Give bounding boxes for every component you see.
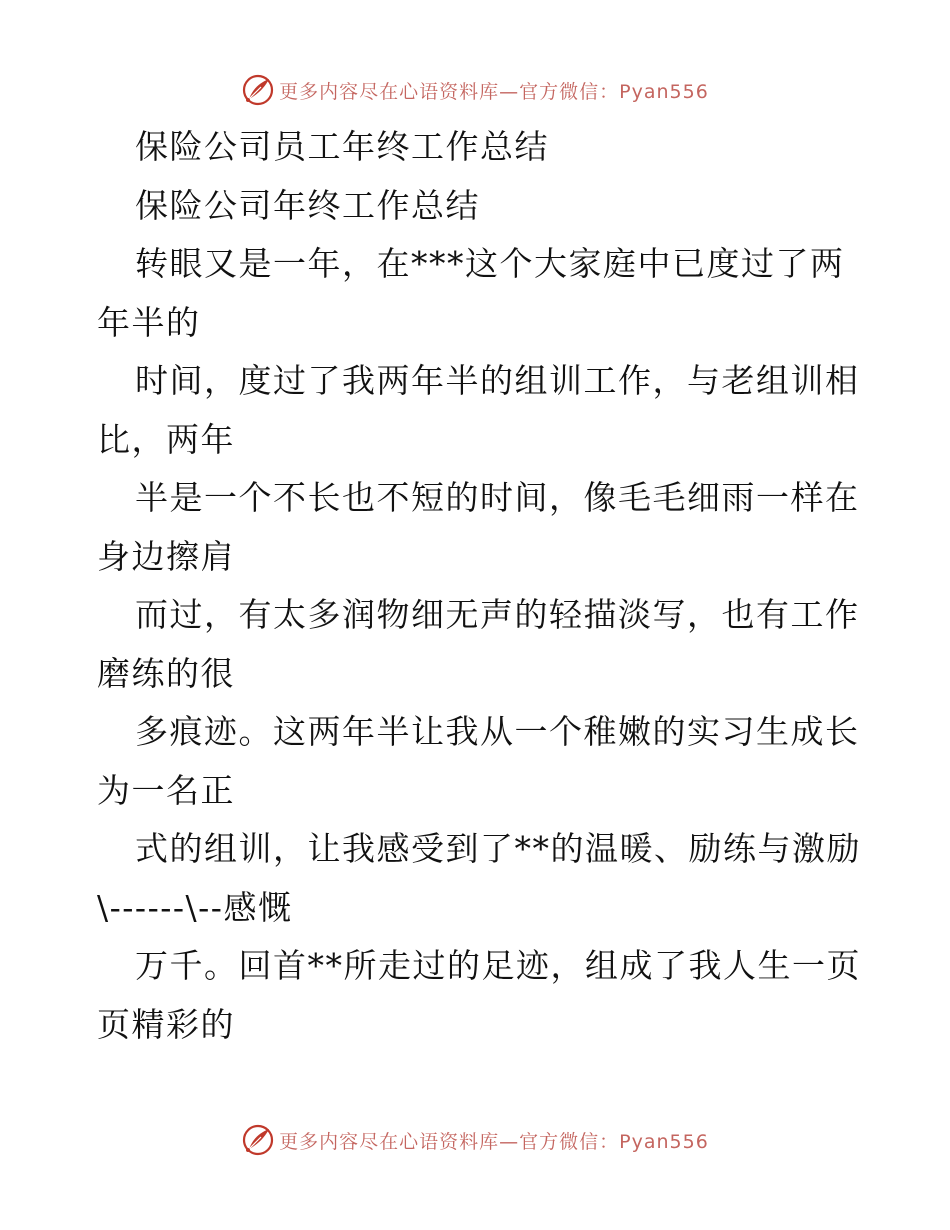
feather-pen-logo-icon <box>241 73 275 107</box>
text-line: 页精彩的 <box>97 1004 235 1044</box>
text-line: 年半的 <box>97 302 201 342</box>
header-banner <box>0 70 950 110</box>
doc-title: 保险公司员工年终工作总结 <box>135 127 549 166</box>
text-line: 而过，有太多润物细无声的轻描淡写，也有工作 <box>135 595 860 634</box>
text-line: 身边擦肩 <box>97 536 235 576</box>
text-line: 磨练的很 <box>97 653 235 693</box>
feather-pen-logo-icon <box>241 1123 275 1157</box>
text-line: 比，两年 <box>97 419 235 459</box>
text-line: 半是一个不长也不短的时间，像毛毛细雨一样在 <box>135 478 860 517</box>
doc-subtitle: 保险公司年终工作总结 <box>135 185 480 225</box>
text-line: 转眼又是一年，在***这个大家庭中已度过了两 <box>135 244 845 283</box>
footer-banner <box>0 1120 950 1160</box>
text-line: 多痕迹。这两年半让我从一个稚嫩的实习生成长 <box>135 712 860 751</box>
text-line: 万千。回首**所走过的足迹，组成了我人生一页 <box>135 946 861 985</box>
text-line: \------\--感慨 <box>97 887 293 927</box>
footer-banner-text: 更多内容尽在心语资料库—官方微信：Pyan556 <box>279 1130 709 1153</box>
document-body <box>97 118 861 1054</box>
text-line: 时间，度过了我两年半的组训工作，与老组训相 <box>135 361 860 400</box>
header-banner-text: 更多内容尽在心语资料库—官方微信：Pyan556 <box>279 80 709 103</box>
text-line: 式的组训，让我感受到了**的温暖、励练与激励 <box>135 829 861 868</box>
text-line: 为一名正 <box>97 770 235 810</box>
